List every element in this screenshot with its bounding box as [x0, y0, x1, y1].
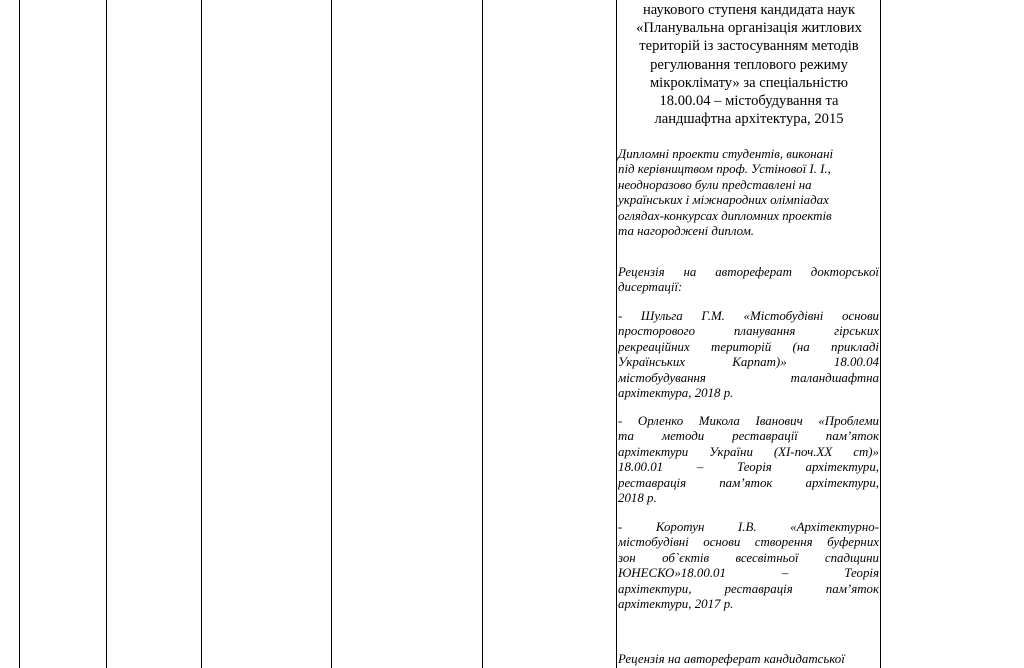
review-candidate-heading [618, 652, 879, 667]
text-line: ЮНЕСКО»18.00.01 – Теорія [618, 566, 879, 581]
review-item [618, 414, 879, 506]
table-column-border [616, 0, 617, 668]
text-line: просторового планування гірських [618, 324, 879, 339]
text-line: ландшафтна архітектура, 2015 [654, 111, 844, 128]
text-line: Рецензія на автореферат докторської [618, 265, 879, 279]
table-column-border [201, 0, 202, 668]
table-column-border [331, 0, 332, 668]
text-line: архітектури, 2017 р. [618, 596, 734, 611]
text-line: - Орленко Микола Іванович «Проблеми [618, 414, 879, 428]
text-line: архітектура, 2018 р. [618, 385, 734, 400]
thesis-description [618, 1, 880, 128]
text-line: та нагороджені диплом. [618, 224, 755, 239]
text-line: під керівництвом проф. Устінової І. І., [618, 162, 831, 177]
text-line: 2018 р. [618, 490, 657, 505]
text-line: містобудівні основи створення буферних [618, 535, 879, 550]
text-line: Рецензія на автореферат кандидатської [618, 652, 845, 666]
review-doctoral-heading [618, 265, 879, 296]
text-line: архітектури України (ХІ-поч.ХХ ст)» [618, 444, 879, 459]
text-line: архітектури, реставрація пам’яток [618, 581, 879, 596]
text-line: рекреаційних територій (на прикладі [618, 339, 879, 354]
text-line: Дипломні проекти студентів, виконані [618, 147, 834, 161]
text-line: українських і міжнародних олімпіадах [618, 193, 829, 208]
text-line: дисертації: [618, 280, 683, 295]
table-column-border [482, 0, 483, 668]
text-line: містобудування таландшафтна [618, 370, 879, 385]
text-line: мікроклімату» за спеціальністю [649, 74, 849, 91]
review-item [618, 520, 879, 612]
text-line: «Планувальна організація житлових [636, 20, 862, 37]
text-line: оглядах-конкурсах дипломних проектів [618, 208, 832, 223]
text-line: - Коротун І.В. «Архітектурно- [618, 520, 879, 534]
table-column-border [19, 0, 20, 668]
text-line: та методи реставрації пам’яток [618, 429, 879, 444]
table-column-border [880, 0, 881, 668]
text-line: Українських Карпат)» 18.00.04 [618, 355, 879, 370]
text-line: зон об`єктів всесвітньої спадщини [618, 550, 879, 565]
diploma-projects-paragraph [618, 147, 879, 239]
text-line: 18.00.01 – Теорія архітектури, [618, 460, 879, 475]
review-item [618, 309, 879, 401]
text-line: територій із застосуванням методів [639, 38, 859, 55]
text-line: неодноразово були представлені на [618, 177, 812, 192]
table-column-border [106, 0, 107, 668]
text-line: реставрація пам’яток архітектури, [618, 475, 879, 490]
text-line: регулювання теплового режиму [650, 56, 848, 73]
text-line: - Шульга Г.М. «Містобудівні основи [618, 309, 879, 323]
text-line: наукового ступеня кандидата наук [642, 2, 856, 18]
text-line: 18.00.04 – містобудування та [659, 93, 839, 110]
